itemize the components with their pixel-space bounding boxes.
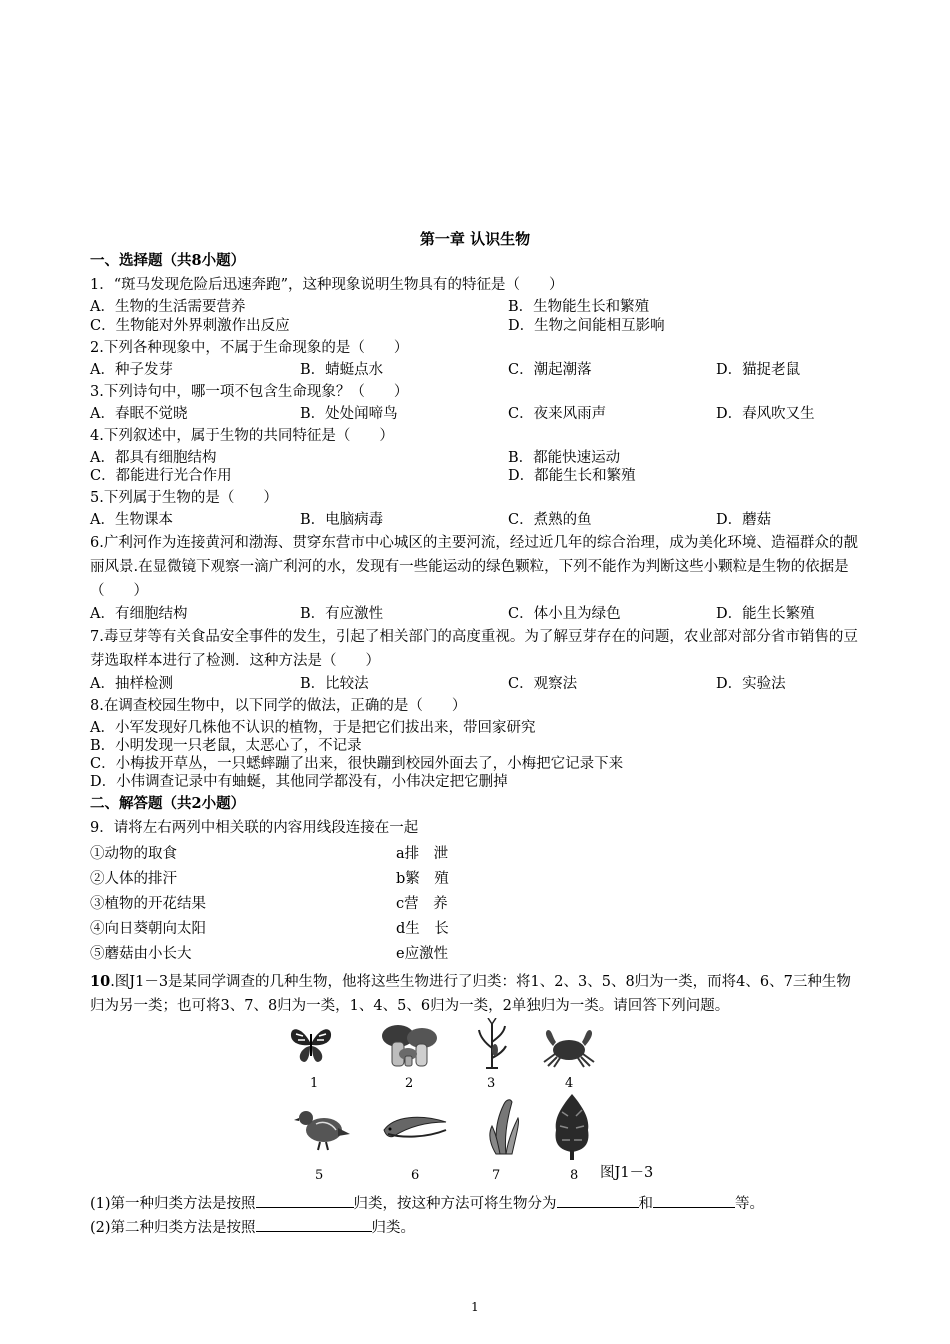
question-8-stem: 8.在调查校园生物中，以下同学的做法，正确的是（ ）: [90, 698, 467, 714]
q9-left-item: ⑤蘑菇由小长大: [90, 946, 192, 962]
page-title: 第一章 认识生物: [419, 230, 531, 248]
q6-option-b: B．有应激性: [300, 606, 384, 622]
q8-option-a: A．小军发现好几株他不认识的植物，于是把它们拔出来，带回家研究: [90, 720, 536, 736]
seaweed-illustration: [484, 1096, 524, 1156]
figure-label-8: 8: [570, 1168, 579, 1183]
q10-sub-question-1: [90, 1193, 764, 1213]
q9-left-item: ③植物的开花结果: [90, 896, 206, 912]
figure-label-3: 3: [487, 1076, 496, 1091]
tree-illustration: [552, 1092, 592, 1162]
q6-option-d: D．能生长繁殖: [716, 606, 815, 622]
figure-label-6: 6: [411, 1168, 420, 1183]
answer-blank[interactable]: [557, 1193, 639, 1208]
q10-sub-question-2: [90, 1217, 415, 1237]
page-number: 1: [471, 1300, 479, 1314]
q10-number: 10: [90, 973, 111, 990]
q9-right-item: a排 泄: [396, 846, 449, 862]
q9-right-item: e应激性: [396, 946, 449, 962]
q10-sub2-text-b: 归类。: [371, 1220, 416, 1236]
q5-option-b: B．电脑病毒: [300, 512, 384, 528]
q7-option-c: C．观察法: [508, 676, 578, 692]
q1-option-b: B．生物能生长和繁殖: [508, 299, 650, 315]
q9-left-item: ④向日葵朝向太阳: [90, 921, 206, 937]
q9-left-item: ②人体的排汗: [90, 871, 177, 887]
q3-option-b: B．处处闻啼鸟: [300, 406, 398, 422]
q5-option-c: C．煮熟的鱼: [508, 512, 592, 528]
q2-option-c: C．潮起潮落: [508, 362, 592, 378]
q10-sub1-text-c: 和: [638, 1196, 654, 1212]
eel-illustration: [380, 1108, 450, 1148]
q2-option-a: A．种子发芽: [90, 362, 173, 378]
question-9-stem: 9．请将左右两列中相关联的内容用线段连接在一起: [90, 820, 419, 836]
section-answer-heading: 二、解答题（共2小题）: [90, 795, 246, 812]
q10-sub2-text-a: (2)第二种归类方法是按照: [90, 1220, 256, 1236]
figure-label-7: 7: [492, 1168, 501, 1183]
q10-sub1-text-a: (1)第一种归类方法是按照: [90, 1196, 256, 1212]
q6-option-a: A．有细胞结构: [90, 606, 188, 622]
crab-illustration: [538, 1026, 600, 1068]
figure-label-5: 5: [315, 1168, 324, 1183]
q3-option-a: A．春眠不觉晓: [90, 406, 188, 422]
figure-caption: 图J1－3: [600, 1165, 654, 1181]
question-1-stem: 1．“斑马发现危险后迅速奔跑”，这种现象说明生物具有的特征是（ ）: [90, 277, 564, 293]
q4-option-a: A．都具有细胞结构: [90, 450, 217, 466]
q10-sub1-text-d: 等。: [735, 1196, 765, 1212]
question-6-stem: 6.广利河作为连接黄河和渤海、贯穿东营市中心城区的主要河流，经过近几年的综合治理，成为美化环境、造福群众的靓丽风景.在显微镜下观察一滴广利河的水，发现有一些能运动的绿色颗粒，下列不能作为判断这些小颗粒是生物的依据是（ ）: [90, 535, 858, 599]
q2-option-d: D．猫捉老鼠: [716, 362, 801, 378]
q1-option-a: A．生物的生活需要营养: [90, 299, 246, 315]
corn-plant-illustration: [476, 1018, 508, 1070]
q9-right-item: d生 长: [396, 921, 449, 937]
q2-option-b: B．蜻蜓点水: [300, 362, 384, 378]
answer-blank[interactable]: [256, 1217, 372, 1232]
q5-option-a: A．生物课本: [90, 512, 173, 528]
figure-label-4: 4: [565, 1076, 574, 1091]
q4-option-d: D．都能生长和繁殖: [508, 468, 636, 484]
figure-label-2: 2: [405, 1076, 414, 1091]
mushroom-illustration: [378, 1022, 442, 1070]
pigeon-illustration: [292, 1102, 352, 1152]
q4-option-b: B．都能快速运动: [508, 450, 621, 466]
q8-option-c: C．小梅拔开草丛，一只蟋蟀蹦了出来，很快蹦到校园外面去了，小梅把它记录下来: [90, 756, 624, 772]
q7-option-b: B．比较法: [300, 676, 369, 692]
answer-blank[interactable]: [256, 1193, 354, 1208]
q1-option-d: D．生物之间能相互影响: [508, 318, 665, 334]
q5-option-d: D．蘑菇: [716, 512, 772, 528]
question-5-stem: 5.下列属于生物的是（ ）: [90, 490, 278, 506]
q7-option-d: D．实验法: [716, 676, 786, 692]
question-10-stem: [90, 970, 860, 1018]
q9-right-item: b繁 殖: [396, 871, 449, 887]
q8-option-d: D．小伟调查记录中有蚰蜒，其他同学都没有，小伟决定把它删掉: [90, 774, 508, 790]
q3-option-c: C．夜来风雨声: [508, 406, 607, 422]
q9-left-item: ①动物的取食: [90, 846, 177, 862]
q6-option-c: C．体小且为绿色: [508, 606, 621, 622]
q10-sub1-text-b: 归类，按这种方法可将生物分为: [353, 1196, 557, 1212]
figure-label-1: 1: [310, 1076, 319, 1091]
q1-option-c: C．生物能对外界刺激作出反应: [90, 318, 290, 334]
q9-right-item: c营 养: [396, 896, 448, 912]
question-7-stem: 7.毒豆芽等有关食品安全事件的发生，引起了相关部门的高度重视。为了解豆芽存在的问题，农业部对部分省市销售的豆芽选取样本进行了检测．这种方法是（ ）: [90, 629, 858, 669]
q4-option-c: C．都能进行光合作用: [90, 468, 232, 484]
q7-option-a: A．抽样检测: [90, 676, 173, 692]
q10-text: .图J1－3是某同学调查的几种生物，他将这些生物进行了归类：将1、2、3、5、8归为一类，而将4、6、7三种生物归为另一类；也可将3、7、8归为一类，1、4、5、6归为一类，2单独归为一类。请回答下列问题。: [90, 974, 851, 1014]
answer-blank[interactable]: [653, 1193, 735, 1208]
q3-option-d: D．春风吹又生: [716, 406, 815, 422]
question-3-stem: 3.下列诗句中，哪一项不包含生命现象？（ ）: [90, 384, 409, 400]
q8-option-b: B．小明发现一只老鼠，太恶心了，不记录: [90, 738, 362, 754]
question-2-stem: 2.下列各种现象中，不属于生命现象的是（ ）: [90, 340, 409, 356]
question-4-stem: 4.下列叙述中，属于生物的共同特征是（ ）: [90, 428, 394, 444]
butterfly-illustration: [288, 1022, 334, 1066]
section-choice-heading: 一、选择题（共8小题）: [90, 252, 246, 269]
